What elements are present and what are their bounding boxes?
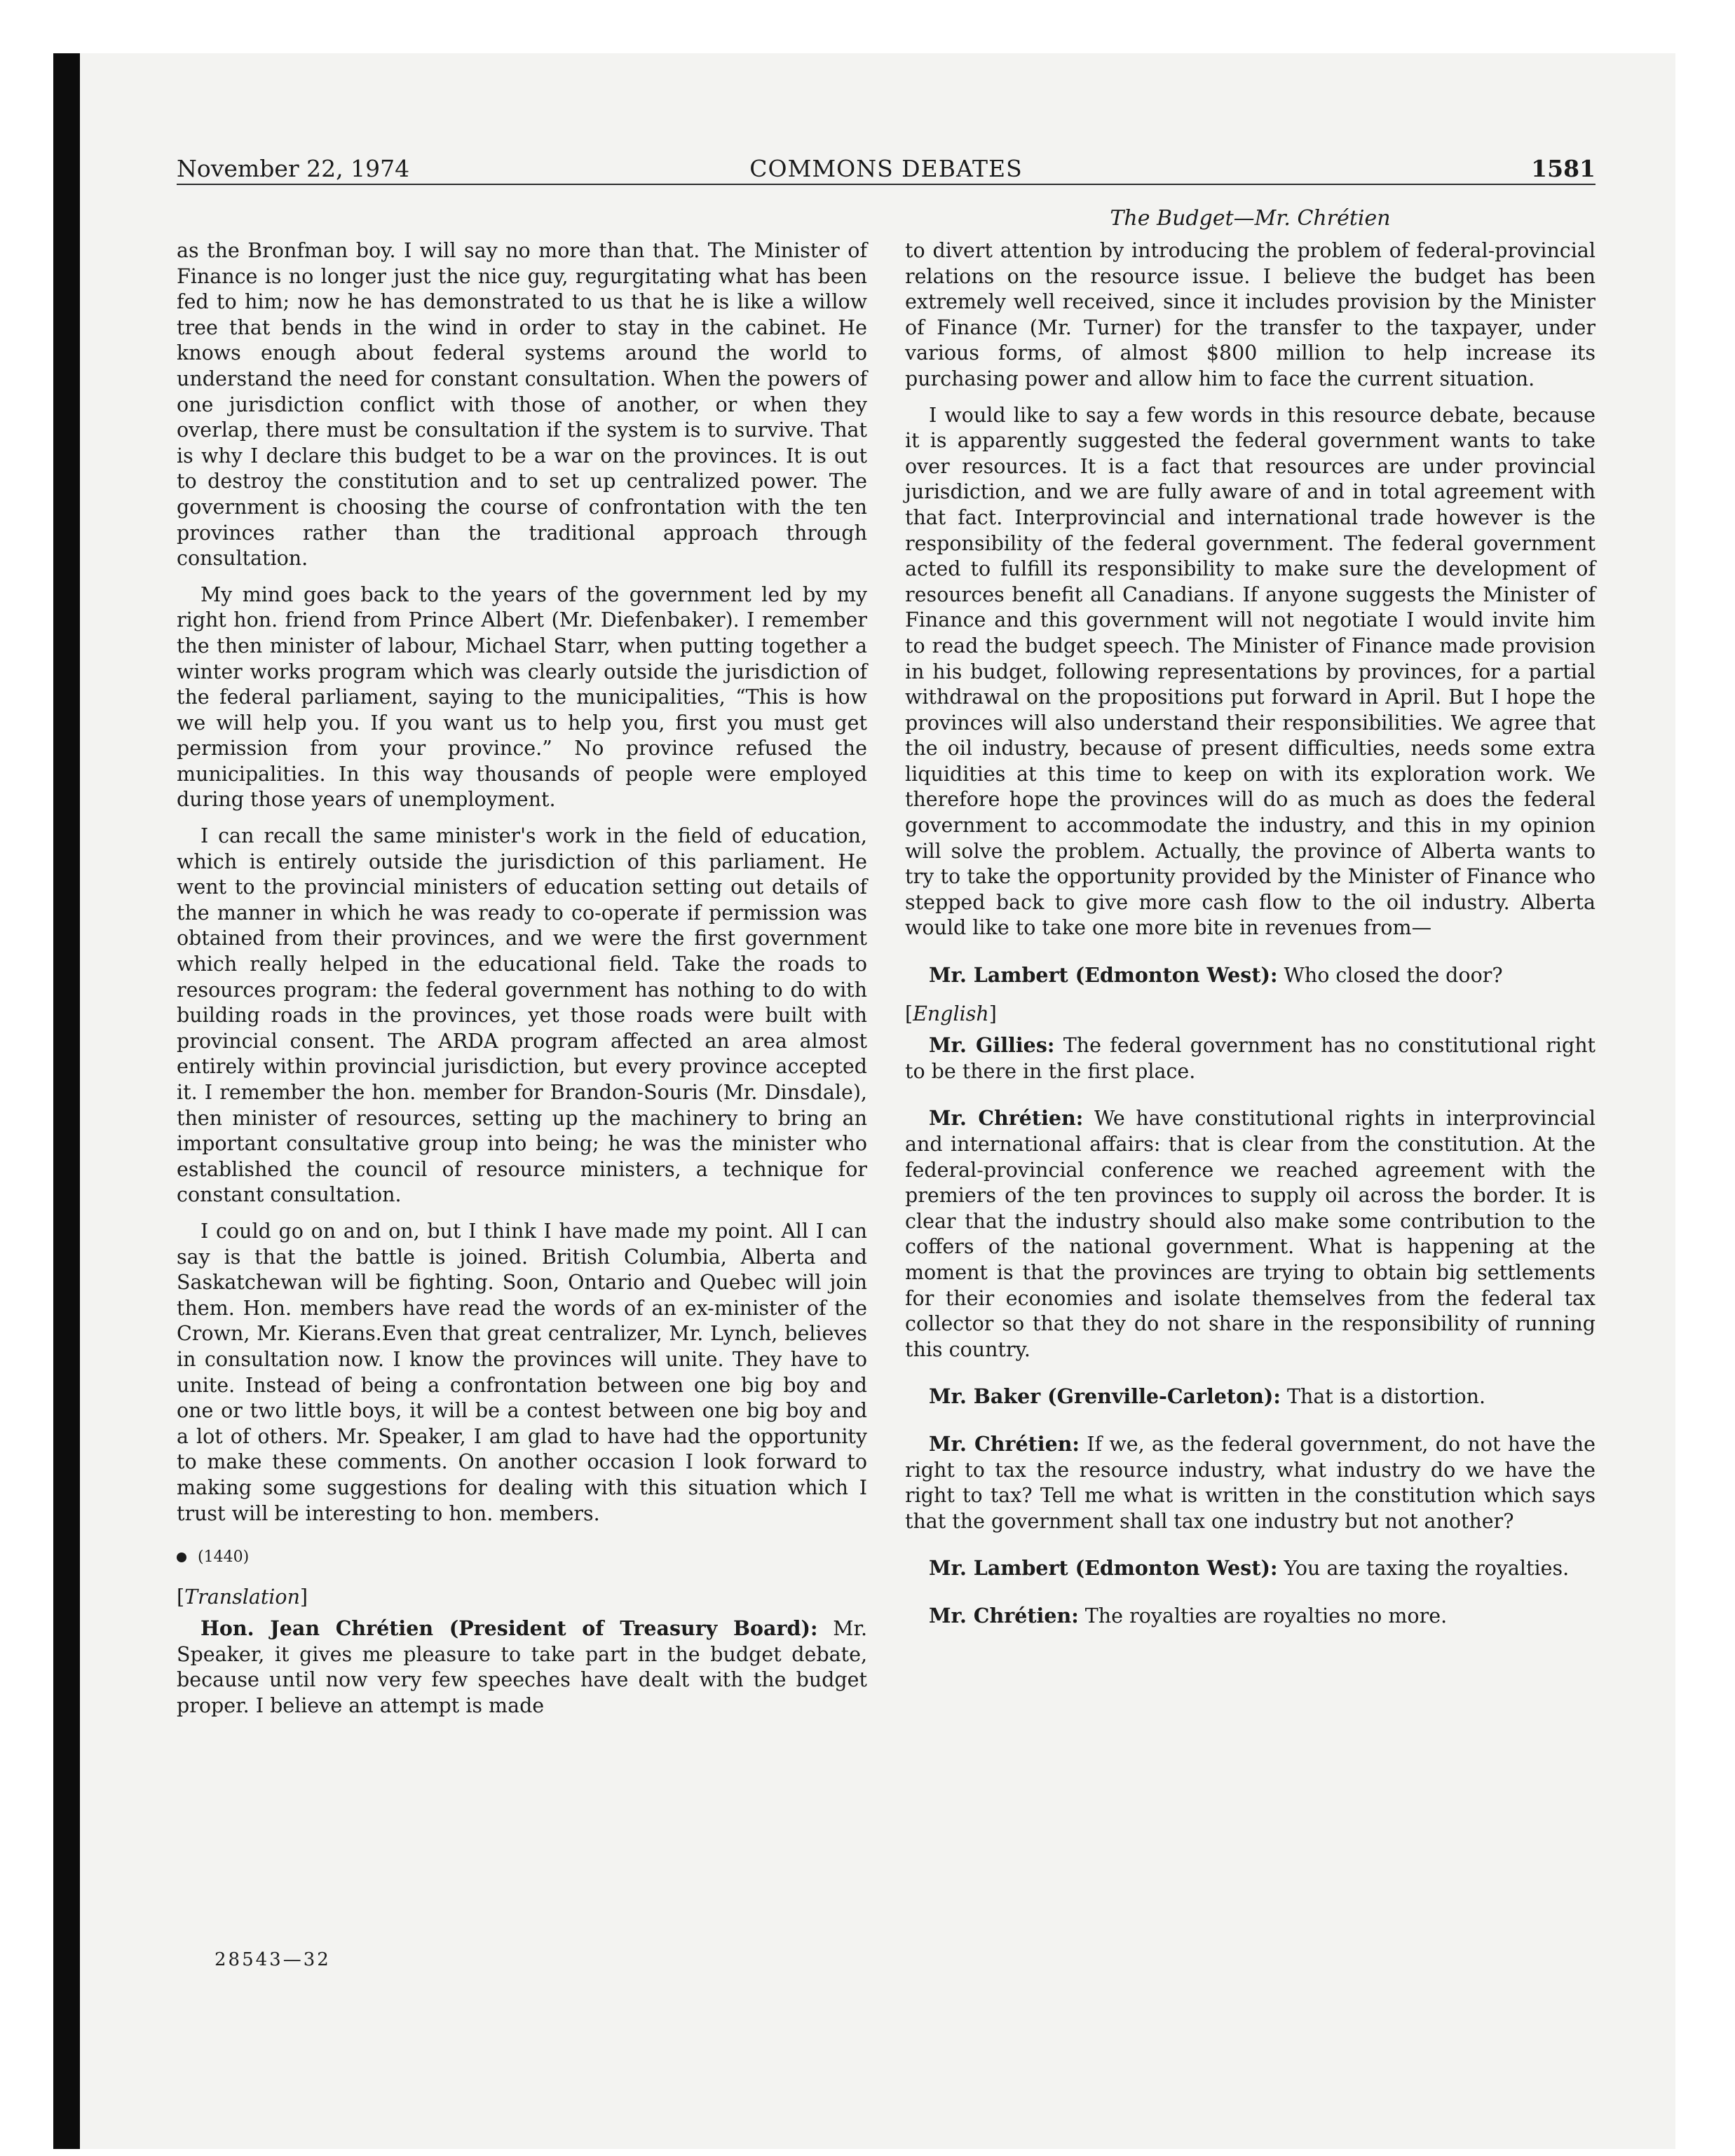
- speech-text: The federal government has no constitutional right to be there in the first place.: [905, 1034, 1595, 1083]
- speech: [905, 1384, 1595, 1410]
- bullet-icon: [177, 1553, 186, 1562]
- paragraph: to divert attention by introducing the problem of federal-provincial relations on the resource issue. I believe the budget has been extremely well received, since it includes provision by the Minister of Finance (Mr. Turner) for the transfer to the taxpayer, under various forms, of almost $800 million to help increase its purchasing power and allow him to face the current situation.: [905, 239, 1595, 390]
- section-title: The Budget—Mr. Chrétien: [1110, 206, 1391, 231]
- speaker-name: Mr. Gillies:: [929, 1033, 1055, 1058]
- left-column: [177, 238, 867, 1730]
- footer-code: 28543—32: [215, 1949, 331, 1970]
- speech-text: You are taxing the royalties.: [1284, 1557, 1570, 1581]
- speech-text: If we, as the federal government, do not have the right to tax the resource industry, what industry do we have the right to tax? Tell me what is written in the constitution which says that the government shall tax one industry but not another?: [905, 1432, 1596, 1533]
- time-marker-text: (1440): [198, 1548, 250, 1567]
- speaker-name: Mr. Chrétien:: [929, 1603, 1079, 1628]
- speech-text: The royalties are royalties no more.: [1084, 1604, 1448, 1628]
- running-head: [177, 153, 1595, 185]
- speaker-name: Mr. Baker (Grenville-Carleton):: [929, 1384, 1281, 1409]
- speech-text: Mr. Speaker, it gives me pleasure to take part in the budget debate, because until now very few speeches have dealt with the budget proper. I believe an attempt is made: [177, 1617, 867, 1718]
- time-marker: [177, 1545, 867, 1571]
- speaker-name: Mr. Lambert (Edmonton West):: [929, 963, 1278, 988]
- paragraph: I would like to say a few words in this resource debate, because it is apparently suggested the federal government wants to take over resources. It is a fact that resources are under provincial jurisdiction, and we are fully aware of and in total agreement with that fact. Interprovincial and international trade however is the responsibility of the federal government. The federal government acted to fulfill its responsibility to make sure the development of resources benefit all Canadians. If anyone suggests the Minister of Finance and this government will not negotiate I would invite him to read the budget speech. The Minister of Finance made provision in his budget, following representations by provinces, for a partial withdrawal on the propositions put forward in April. But I hope the provinces will also understand their responsibilities. We agree that the oil industry, because of present difficulties, needs some extra liquidities at this time to keep on with its exploration work. We therefore hope the provinces will do as much as does the federal government to accommodate the industry, and this in my opinion will solve the problem. Actually, the province of Alberta wants to try to take the opportunity provided by the Minister of Finance who stepped back to give more cash flow to the oil industry. Alberta would like to take one more bite in revenues from—: [905, 403, 1595, 940]
- paragraph: My mind goes back to the years of the government led by my right hon. friend from Prince Albert (Mr. Diefenbaker). I remember the then minister of labour, Michael Starr, when putting together a winter works program which was clearly outside the jurisdiction of the federal parliament, saying to the municipalities, “This is how we will help you. If you want us to help you, first you must get permission from your province.” No province refused the municipalities. In this way thousands of people were employed during those years of unemployment.: [177, 582, 867, 812]
- header-rule: [177, 184, 1595, 185]
- publication-title: COMMONS DEBATES: [749, 155, 1023, 182]
- speech: [905, 1105, 1595, 1363]
- speech: [905, 962, 1595, 989]
- speech-text: Who closed the door?: [1284, 964, 1503, 988]
- paragraph: I can recall the same minister's work in the field of education, which is entirely outside the jurisdiction of this parliament. He went to the provincial ministers of education setting out details of the manner in which he was ready to co-operate if permission was obtained from their provinces, and we were the first government which really helped in the educational field. Take the roads to resources program: the federal government has nothing to do with building roads in the provinces, yet those roads were built with provincial consent. The ARDA program affected an area almost entirely within provincial jurisdiction, but every province accepted it. I remember the hon. member for Brandon-Souris (Mr. Dinsdale), then minister of resources, setting up the machinery to bring an important consultative group into being; he was the minister who established the council of resource ministers, a technique for constant consultation.: [177, 824, 867, 1207]
- speech: [177, 1616, 867, 1719]
- page-number: 1581: [1531, 155, 1595, 182]
- scan-edge-shadow: [53, 53, 80, 2149]
- paragraph: I could go on and on, but I think I have made my point. All I can say is that the battle is joined. British Columbia, Alberta and Saskatchewan will be fighting. Soon, Ontario and Quebec will join them. Hon. members have read the words of an ex-minister of the Crown, Mr. Kierans.Even that great centralizer, Mr. Lynch, believes in consultation now. I know the provinces will unite. They have to unite. Instead of being a confrontation between one big boy and one or two little boys, it will be a contest between one big boy and a lot of others. Mr. Speaker, I am glad to have had the opportunity to make these comments. On another occasion I look forward to making some suggestions for dealing with this situation which I trust will be interesting to hon. members.: [177, 1219, 867, 1525]
- translation-label: [Translation]: [177, 1585, 308, 1609]
- speech: [905, 1032, 1595, 1084]
- speaker-name: Mr. Lambert (Edmonton West):: [929, 1556, 1278, 1581]
- right-column: [905, 238, 1595, 1640]
- speech: [905, 1431, 1595, 1534]
- speech-text: That is a distortion.: [1286, 1385, 1486, 1409]
- english-label: [English]: [905, 1002, 997, 1025]
- paragraph: as the Bronfman boy. I will say no more than that. The Minister of Finance is no longer just the nice guy, regurgitating what has been fed to him; now he has demonstrated to us that he is like a willow tree that bends in the wind in order to stay in the cabinet. He knows enough about federal systems around the world to understand the need for constant consultation. When the powers of one jurisdiction conflict with those of another, or when they overlap, there must be consultation if the system is to survive. That is why I declare this budget to be a war on the provinces. It is out to destroy the constitution and to set up centralized power. The government is choosing the course of confrontation with the ten provinces rather than the traditional approach through consultation.: [177, 239, 867, 571]
- speech: [905, 1555, 1595, 1582]
- speaker-name: Hon. Jean Chrétien (President of Treasury Board):: [200, 1616, 818, 1641]
- speaker-name: Mr. Chrétien:: [929, 1106, 1084, 1131]
- speech-text: We have constitutional rights in interprovincial and international affairs: that is clear from the constitution. At the federal-provincial conference we reached agreement with the premiers of the ten provinces to supply oil across the border. It is clear that the industry should also make some contribution to the coffers of the national government. What is happening at the moment is that the provinces are trying to obtain big settlements for their economies and isolate themselves from the federal tax collector so that they do not share in the responsibility of running this country.: [905, 1107, 1595, 1361]
- speech: [905, 1603, 1595, 1630]
- speaker-name: Mr. Chrétien:: [929, 1431, 1080, 1456]
- page-date: November 22, 1974: [177, 155, 410, 182]
